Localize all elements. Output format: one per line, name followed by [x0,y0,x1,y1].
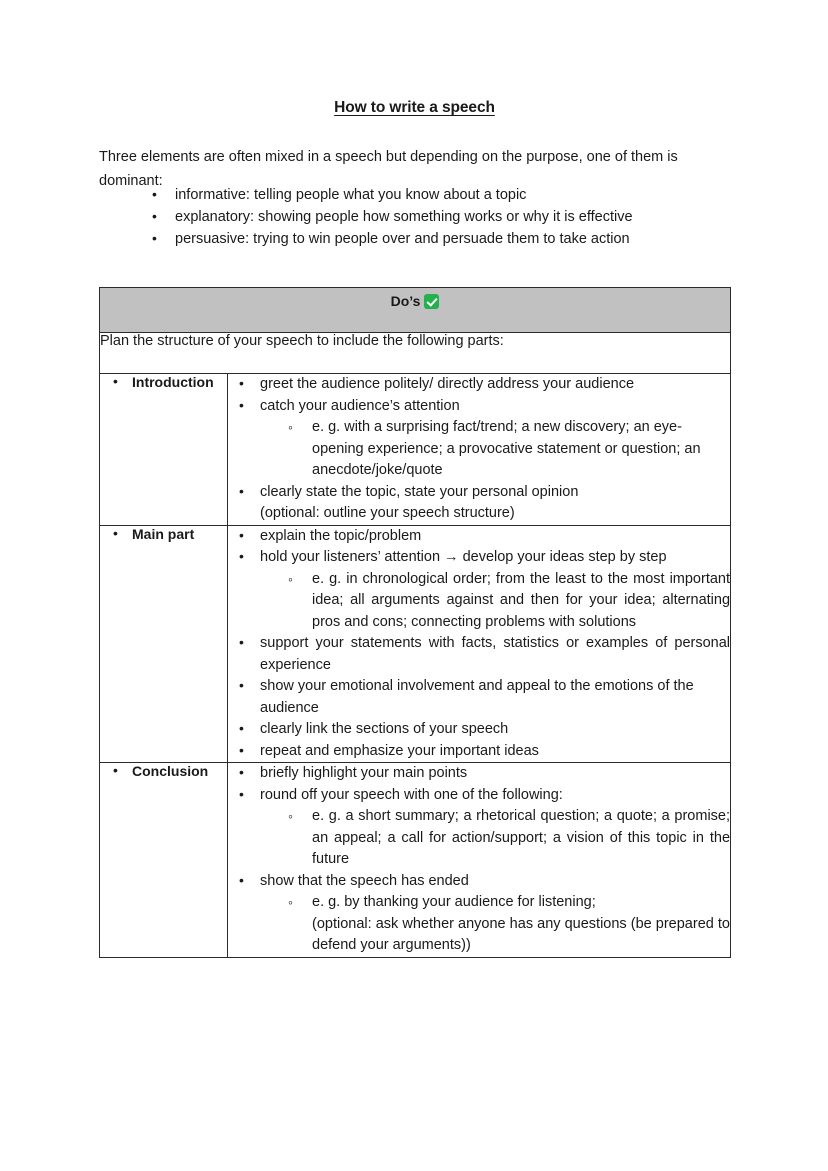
list-item [99,185,732,207]
list-item [228,526,730,548]
list-item [228,676,730,719]
row-label-cell-main-part [100,525,228,763]
sub-bullet-list [260,806,730,871]
intro-bullet-text: informative: telling people what you know about a topic [175,187,527,203]
sub-bullet-text: ◦ e. g. by thanking your audience for listening; [312,894,596,910]
sub-bullet-list [260,892,730,957]
row-content-cell-main-part [228,525,731,763]
list-item [228,719,730,741]
row-content-cell-introduction [228,374,731,526]
sub-bullet-text: e. g. in chronological order; from the least to the most important idea; all arguments against and then for your idea; alternating pros and cons; connecting problems with solutions [312,570,731,630]
list-item [228,741,730,763]
table-row [100,525,731,763]
table-row [100,374,731,526]
bullet-text: show your emotional involvement and appeal to the emotions of the audience [260,678,694,716]
list-item [228,633,730,676]
bullet-text: catch your audience’s attention [260,397,460,414]
dos-table [99,287,731,958]
bullet-text: greet the audience politely/ directly address your audience [260,376,635,392]
sub-bullet-text: e. g. with a surprising fact/trend; a new discovery; an eye-opening experience; a provocative statement or question; an anecdote/joke/quote [312,419,701,478]
list-item [260,806,730,871]
table-header-cell [100,288,731,333]
bullet-text: support your statements with facts, statistics or examples of personal experience [260,635,731,673]
intro-bullet-text: explanatory: showing people how something works or why it is effective [175,209,633,225]
list-item [228,871,730,957]
sub-bullet-list [260,417,730,482]
list-item [228,374,730,396]
bullet-text: explain the topic/problem [260,527,422,544]
list-item [260,569,730,634]
sub-bullet-text: e. g. a short summary; a rhetorical question; a quote; a promise; an appeal; a call for action/support; a vision of this topic in the future [312,808,731,867]
table-row [100,763,731,958]
row-label: • Conclusion [100,763,227,779]
bullet-text-second-line: (optional: outline your speech structure) [260,505,515,521]
bullet-text: • clearly state the topic, state your personal opinion [260,483,579,500]
page-title: How to write a speech [334,99,495,116]
plan-structure-cell: Plan the structure of your speech to include the following parts: [100,333,731,374]
row-label-cell-conclusion [100,763,228,958]
list-item [228,482,730,525]
bullet-text: repeat and emphasize your important ideas [260,742,539,759]
content-bullet-list [228,763,730,957]
sub-bullet-text-second-line: (optional: ask whether anyone has any questions (be prepared to defend your arguments)) [312,915,731,953]
green-check-mark-icon [424,294,439,309]
row-label: • Main part [100,526,227,542]
intro-bullet-text: persuasive: trying to win people over and persuade them to take action [175,231,630,247]
dos-header-label: Do’s [390,293,421,309]
bullet-text: round off your speech with one of the following: [260,786,563,803]
list-item [99,229,732,251]
bullet-text: hold your listeners’ attention → develop your ideas step by step [260,549,667,565]
bullet-text: briefly highlight your main points [260,765,468,781]
row-label: • Introduction [100,374,227,390]
row-label-cell-introduction [100,374,228,526]
sub-bullet-list [260,569,730,634]
row-content-cell-conclusion [228,763,731,958]
list-item [228,396,730,482]
list-item [228,763,730,785]
content-bullet-list [228,374,730,525]
list-item [228,785,730,871]
bullet-text: show that the speech has ended [260,872,469,889]
table-intro-row [100,333,731,374]
list-item [228,547,730,633]
intro-bullet-list [99,185,732,251]
list-item [260,417,730,482]
intro-paragraph: Three elements are often mixed in a speech but depending on the purpose, one of them is dominant: [99,149,678,189]
table-header-row [100,288,731,333]
content-bullet-list [228,526,730,763]
list-item [99,207,732,229]
list-item [260,892,730,957]
bullet-text: clearly link the sections of your speech [260,721,509,737]
